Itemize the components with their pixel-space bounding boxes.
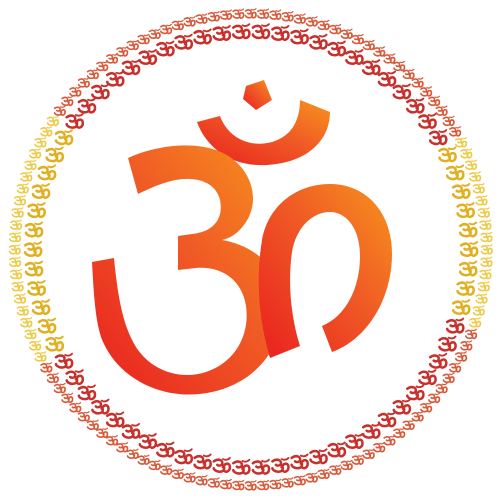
mini-om-icon bbox=[412, 412, 423, 421]
mini-om-icon bbox=[394, 428, 405, 437]
mini-om-icon bbox=[272, 26, 288, 40]
mini-om-icon bbox=[246, 9, 257, 18]
mini-om-icon bbox=[123, 424, 139, 438]
mini-om-icon bbox=[447, 319, 463, 333]
mini-om-icon bbox=[430, 354, 446, 368]
mini-om-icon bbox=[15, 294, 26, 303]
mini-om-icon bbox=[157, 442, 173, 456]
mini-om-icon bbox=[184, 473, 195, 482]
mini-om-icon bbox=[403, 69, 414, 78]
mini-om-icon bbox=[79, 412, 90, 421]
mini-om-icon bbox=[258, 9, 269, 18]
mini-om-icon bbox=[233, 460, 249, 474]
mini-om-icon bbox=[458, 281, 474, 295]
mini-om-icon bbox=[21, 172, 32, 181]
mini-om-icon bbox=[35, 352, 46, 361]
mini-om-icon bbox=[128, 40, 139, 49]
mini-om-icon bbox=[62, 96, 73, 105]
mini-om-icon bbox=[47, 337, 63, 351]
mini-om-icon bbox=[440, 147, 456, 161]
mini-om-icon bbox=[436, 106, 447, 115]
mini-om-icon bbox=[161, 465, 172, 474]
mini-om-icon bbox=[39, 165, 55, 179]
mini-om-icon bbox=[479, 282, 490, 291]
mini-om-icon bbox=[56, 354, 72, 368]
mini-om-icon bbox=[41, 127, 52, 136]
mini-om-icon bbox=[138, 34, 149, 43]
mini-om-icon bbox=[346, 50, 362, 64]
mini-om-icon bbox=[253, 24, 269, 38]
mini-om-icon bbox=[55, 383, 66, 392]
mini-om-icon bbox=[461, 242, 477, 256]
mini-om-icon bbox=[92, 84, 108, 98]
mini-om-icon bbox=[481, 232, 492, 241]
mini-om-icon bbox=[56, 130, 72, 144]
mini-om-icon bbox=[176, 449, 192, 463]
mini-om-icon bbox=[329, 41, 345, 55]
mini-om-icon bbox=[88, 420, 99, 429]
mini-om-icon bbox=[10, 245, 21, 254]
mini-om-icon bbox=[295, 476, 306, 485]
mini-om-icon bbox=[453, 184, 469, 198]
mini-om-icon bbox=[481, 257, 492, 266]
mini-om-icon bbox=[150, 460, 161, 469]
mini-om-icon bbox=[79, 385, 95, 399]
mini-om-icon bbox=[379, 412, 395, 426]
mini-om-icon bbox=[329, 442, 345, 456]
mini-om-icon bbox=[295, 14, 306, 23]
mini-om-icon bbox=[270, 479, 281, 488]
mini-om-icon bbox=[79, 78, 90, 87]
mini-om-icon bbox=[196, 476, 207, 485]
mini-om-icon bbox=[33, 184, 49, 198]
mini-om-icon bbox=[429, 96, 440, 105]
mini-om-icon bbox=[176, 35, 192, 49]
mini-om-icon bbox=[196, 14, 207, 23]
mini-om-icon bbox=[10, 257, 20, 266]
mini-om-icon bbox=[150, 29, 161, 38]
mini-om-icon bbox=[67, 114, 83, 128]
mini-om-icon bbox=[26, 261, 42, 275]
mini-om-icon bbox=[460, 222, 476, 236]
mini-om-icon bbox=[282, 478, 293, 487]
mini-om-icon bbox=[412, 78, 423, 87]
mini-om-icon bbox=[30, 341, 41, 350]
mini-om-icon bbox=[33, 300, 49, 314]
mini-om-icon bbox=[407, 385, 423, 399]
mini-om-icon bbox=[363, 60, 379, 74]
mini-om-icon bbox=[436, 383, 447, 392]
mini-om-icon bbox=[450, 363, 461, 372]
mini-om-icon bbox=[474, 184, 485, 193]
mini-om-icon bbox=[456, 352, 467, 361]
mini-om-icon bbox=[480, 269, 491, 278]
mini-om-icon bbox=[209, 478, 220, 487]
mini-om-icon bbox=[307, 473, 318, 482]
mini-om-icon bbox=[209, 12, 220, 21]
mini-om-icon bbox=[421, 403, 432, 412]
mini-om-icon bbox=[221, 10, 232, 19]
mini-om-icon bbox=[92, 400, 108, 414]
mini-om-icon bbox=[384, 54, 395, 63]
mini-om-icon bbox=[21, 318, 32, 327]
mini-om-icon bbox=[311, 35, 327, 49]
mini-om-icon bbox=[342, 460, 353, 469]
mini-om-icon bbox=[55, 106, 66, 115]
mini-om-icon bbox=[342, 29, 353, 38]
mini-om-icon bbox=[97, 428, 108, 437]
mini-om-icon bbox=[107, 54, 118, 63]
mini-om-icon bbox=[440, 337, 456, 351]
mini-om-icon bbox=[476, 196, 487, 205]
mini-om-icon bbox=[394, 84, 410, 98]
mini-om-icon bbox=[11, 220, 21, 229]
mini-om-icon bbox=[479, 208, 490, 217]
mini-om-icon bbox=[47, 147, 63, 161]
mini-om-icon bbox=[29, 281, 45, 295]
mini-om-icon bbox=[48, 373, 59, 382]
mini-om-icon bbox=[12, 208, 23, 217]
mini-om-icon bbox=[140, 434, 156, 448]
mini-om-icon bbox=[374, 47, 385, 56]
mini-om-icon bbox=[318, 20, 329, 29]
mini-om-icon bbox=[421, 87, 432, 96]
mini-om-icon bbox=[429, 393, 440, 402]
mini-om-icon bbox=[12, 282, 23, 291]
mini-om-icon bbox=[394, 61, 405, 70]
mini-om-icon bbox=[407, 99, 423, 113]
mini-om-icon bbox=[48, 116, 59, 125]
outer-om-ring bbox=[10, 9, 493, 490]
mini-om-icon bbox=[140, 50, 156, 64]
mini-om-icon bbox=[161, 24, 172, 33]
mini-om-icon bbox=[173, 20, 184, 29]
om-icon bbox=[92, 80, 392, 395]
mini-om-icon bbox=[330, 465, 341, 474]
mini-om-icon bbox=[41, 363, 52, 372]
mini-om-icon bbox=[450, 127, 461, 136]
mini-om-icon bbox=[221, 479, 232, 488]
mini-om-icon bbox=[214, 26, 230, 40]
om-loop-icon bbox=[259, 184, 392, 358]
mini-om-icon bbox=[384, 436, 395, 445]
mini-om-icon bbox=[353, 34, 364, 43]
mini-om-icon bbox=[138, 455, 149, 464]
mini-om-icon bbox=[374, 443, 385, 452]
mini-om-icon bbox=[128, 449, 139, 458]
mini-om-icon bbox=[15, 196, 26, 205]
mini-om-icon bbox=[97, 61, 108, 70]
mini-om-icon bbox=[70, 87, 81, 96]
mini-om-icon bbox=[184, 17, 195, 26]
mini-om-icon bbox=[270, 10, 281, 19]
mini-om-icon bbox=[346, 434, 362, 448]
mini-om-icon bbox=[117, 47, 128, 56]
mini-om-icon bbox=[70, 403, 81, 412]
mini-om-icon bbox=[443, 116, 454, 125]
mini-om-icon bbox=[18, 306, 29, 315]
mini-om-icon bbox=[123, 60, 139, 74]
mini-om-icon bbox=[461, 341, 472, 350]
mini-om-icon bbox=[456, 138, 467, 147]
mini-om-icon bbox=[470, 172, 481, 181]
mini-om-icon bbox=[476, 294, 487, 303]
mini-om-icon bbox=[292, 29, 308, 43]
mini-om-icon bbox=[282, 12, 293, 21]
mini-om-icon bbox=[26, 222, 42, 236]
mini-om-icon bbox=[18, 184, 29, 193]
mini-om-icon bbox=[29, 203, 45, 217]
mini-om-icon bbox=[30, 149, 41, 158]
mini-om-icon bbox=[25, 329, 36, 338]
mini-om-icon bbox=[458, 203, 474, 217]
mini-om-icon bbox=[453, 300, 469, 314]
mini-om-icon bbox=[318, 469, 329, 478]
mini-om-icon bbox=[62, 393, 73, 402]
mini-om-icon bbox=[233, 24, 249, 38]
mini-om-icon bbox=[379, 72, 395, 86]
mini-om-icon bbox=[11, 269, 21, 278]
mini-om-icon bbox=[233, 9, 244, 18]
mini-om-icon bbox=[39, 319, 55, 333]
mini-om-icon bbox=[214, 458, 230, 472]
mini-om-icon bbox=[107, 412, 123, 426]
mini-om-icon bbox=[364, 449, 375, 458]
mini-om-icon bbox=[233, 480, 244, 489]
mini-om-icon bbox=[195, 454, 211, 468]
mini-om-icon bbox=[107, 72, 123, 86]
mini-om-icon bbox=[253, 460, 269, 474]
mini-om-icon bbox=[25, 160, 36, 169]
mini-om-icon bbox=[25, 242, 41, 256]
mini-om-icon bbox=[88, 69, 99, 78]
mini-om-icon bbox=[394, 400, 410, 414]
mini-om-icon bbox=[173, 469, 184, 478]
mini-om-icon bbox=[466, 160, 477, 169]
mini-om-icon bbox=[258, 480, 269, 489]
mini-om-icon bbox=[117, 443, 128, 452]
mini-om-icon bbox=[364, 40, 375, 49]
mini-om-icon bbox=[470, 318, 481, 327]
mini-om-icon bbox=[292, 454, 308, 468]
mini-om-icon bbox=[272, 458, 288, 472]
mini-om-icon bbox=[420, 114, 436, 128]
mini-om-icon bbox=[447, 165, 463, 179]
mini-om-icon bbox=[480, 220, 491, 229]
mini-om-icon bbox=[430, 130, 446, 144]
mini-om-icon bbox=[307, 17, 318, 26]
mini-om-icon bbox=[246, 481, 257, 490]
mini-om-icon bbox=[10, 232, 20, 241]
mini-om-icon bbox=[461, 149, 472, 158]
mini-om-icon bbox=[460, 261, 476, 275]
bindu-icon bbox=[243, 80, 272, 110]
mini-om-icon bbox=[353, 455, 364, 464]
mini-om-icon bbox=[443, 373, 454, 382]
mini-om-icon bbox=[420, 370, 436, 384]
mini-om-icon bbox=[330, 24, 341, 33]
mini-om-icon bbox=[35, 138, 46, 147]
mini-om-icon bbox=[474, 306, 485, 315]
mini-om-icon bbox=[107, 436, 118, 445]
om-body-icon bbox=[92, 145, 282, 394]
mini-om-icon bbox=[466, 329, 477, 338]
mini-om-icon bbox=[482, 245, 493, 254]
mini-om-icon bbox=[363, 424, 379, 438]
mini-om-icon bbox=[67, 370, 83, 384]
mini-om-icon bbox=[311, 449, 327, 463]
mini-om-icon bbox=[195, 29, 211, 43]
mini-om-icon bbox=[79, 99, 95, 113]
mini-om-icon bbox=[157, 41, 173, 55]
